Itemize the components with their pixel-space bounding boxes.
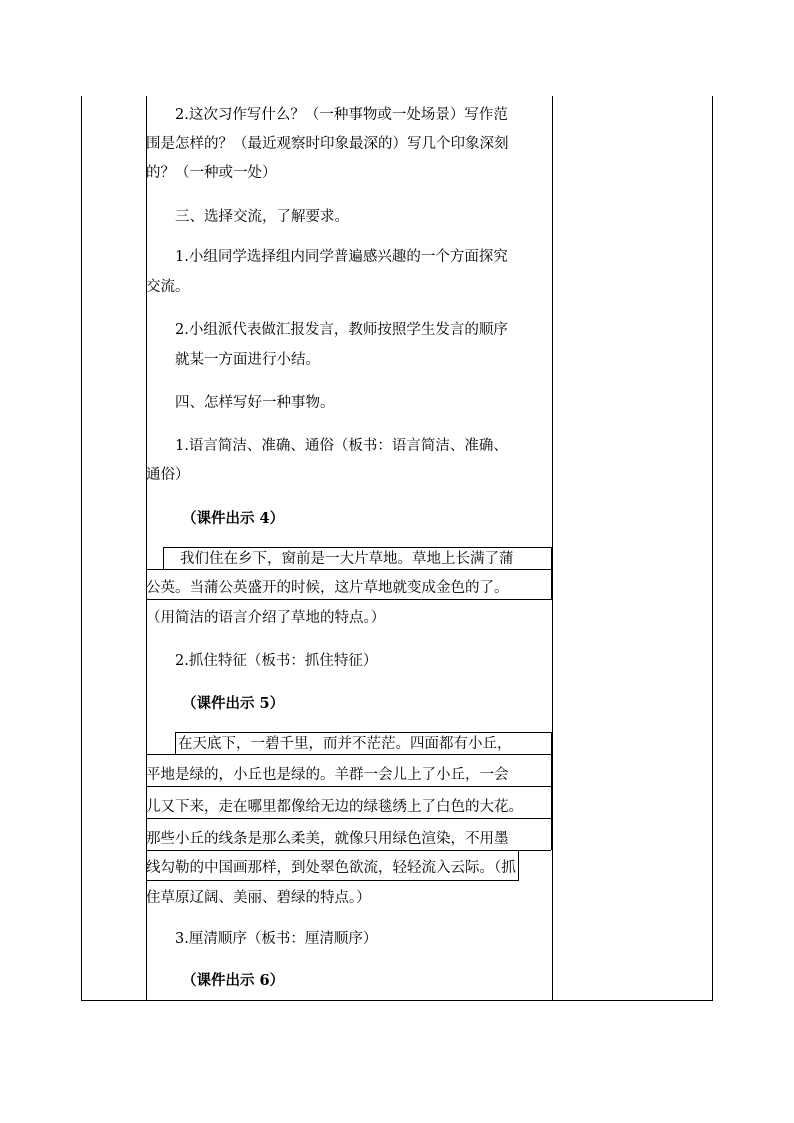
quote-1-line-2: 公英。当蒲公英盛开的时候，这片草地就变成金色的了。	[146, 580, 509, 596]
quote-box-1-mid-edge	[146, 569, 551, 570]
para-2-line-2: 交流。	[146, 279, 190, 295]
quote-box-2-tail-right-edge	[518, 850, 519, 880]
quote-box-1-right-edge	[551, 547, 552, 569]
quote-box-2-bottom-edge	[146, 880, 519, 881]
quote-box-1-lower-right-edge	[551, 569, 552, 600]
quote-2-line-4: 那些小丘的线条是那么柔美，就像只用绿色渲染，不用墨	[146, 831, 509, 847]
courseware-label-5: （课件出示 5）	[182, 695, 285, 712]
quote-box-2-left-edge	[175, 732, 176, 754]
para-3-line-2: 就某一方面进行小结。	[175, 352, 320, 368]
section-heading-4: 四、怎样写好一种事物。	[175, 395, 335, 411]
quote-2-line-3: 儿又下来，走在哪里都像给无边的绿毯绣上了白色的大花。	[146, 799, 523, 815]
courseware-label-4: （课件出示 4）	[182, 510, 285, 527]
table-left-border	[81, 96, 82, 1001]
quote-1-line-1: 我们住在乡下，窗前是一大片草地。草地上长满了蒲	[180, 551, 514, 567]
quote-box-2-row-edge-2	[146, 786, 551, 787]
table-col-divider-2	[552, 96, 553, 1001]
section-heading-3: 三、选择交流，了解要求。	[175, 209, 349, 225]
quote-2-line-6: 住草原辽阔、美丽、碧绿的特点。）	[146, 890, 371, 906]
para-4-line-1: 1.语言简洁、准确、通俗（板书：语言简洁、准确、	[175, 438, 508, 454]
quote-box-2-right-edge	[551, 732, 552, 850]
table-bottom-border	[81, 1000, 713, 1001]
quote-box-2-top-edge	[175, 732, 551, 733]
para-6: 3.厘清顺序（板书：厘清顺序）	[175, 931, 378, 947]
quote-box-1-left-edge	[163, 547, 164, 569]
quote-1-line-3: （用简洁的语言介绍了草地的特点。）	[146, 610, 386, 626]
courseware-label-6: （课件出示 6）	[182, 972, 285, 989]
para-1-line-1: 2.这次习作写什么？（一种事物或一处场景）写作范	[175, 107, 508, 123]
table-right-border	[712, 96, 713, 1001]
para-1-line-3: 的？（一种或一处）	[146, 165, 277, 181]
para-2-line-1: 1.小组同学选择组内同学普遍感兴趣的一个方面探究	[175, 249, 508, 265]
quote-box-2-row-edge-4	[146, 850, 551, 851]
quote-box-2-row-edge-3	[146, 818, 551, 819]
quote-box-1-top-edge	[163, 547, 551, 548]
para-5: 2.抓住特征（板书：抓住特征）	[175, 653, 378, 669]
para-3-line-1: 2.小组派代表做汇报发言，教师按照学生发言的顺序	[175, 322, 508, 338]
quote-box-1-bottom-edge	[146, 599, 551, 600]
quote-2-line-1: 在天底下，一碧千里，而并不茫茫。四面都有小丘，	[178, 736, 512, 752]
para-1-line-2: 围是怎样的？（最近观察时印象最深的）写几个印象深刻	[146, 136, 509, 152]
quote-2-line-2: 平地是绿的，小丘也是绿的。羊群一会儿上了小丘，一会	[146, 767, 509, 783]
para-4-line-2: 通俗）	[146, 467, 190, 483]
quote-2-line-5: 线勾勒的中国画那样，到处翠色欲流，轻轻流入云际。（抓	[146, 860, 516, 876]
quote-box-2-row-edge-1	[146, 754, 551, 755]
